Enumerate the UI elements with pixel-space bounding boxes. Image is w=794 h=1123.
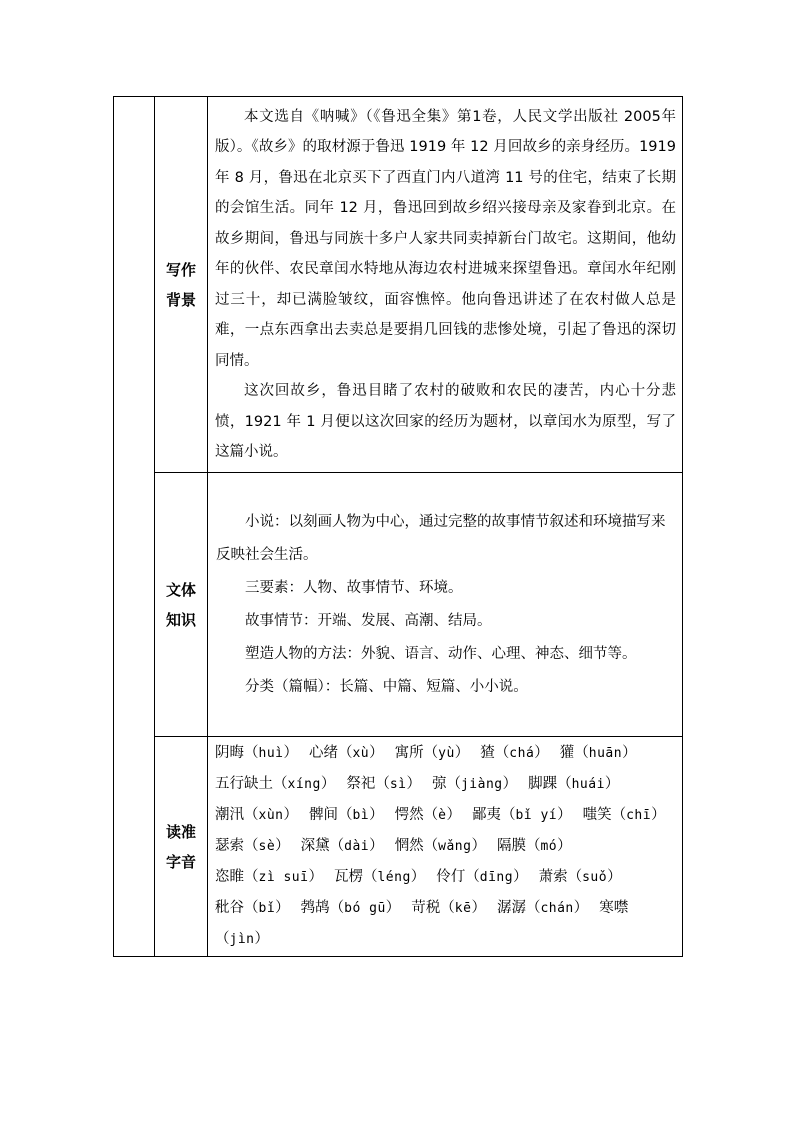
vocab-pinyin: zì suī xyxy=(258,870,309,885)
vocab-pinyin: huì xyxy=(258,746,284,761)
vocab-pinyin: sè xyxy=(258,839,276,854)
background-label-line2: 背景 xyxy=(165,290,196,309)
background-content xyxy=(208,97,683,473)
vocab-pinyin: sì xyxy=(389,777,407,792)
vocab-entry: 脚踝（huái） xyxy=(528,776,620,792)
vocab-entry: 潺潺（chán） xyxy=(496,900,589,916)
genre-item: 分类（篇幅）：长篇、中篇、短篇、小小说。 xyxy=(245,678,528,695)
vocab-word: 瑟索 xyxy=(215,838,244,854)
vocab-word: 愕然 xyxy=(394,807,424,823)
vocab-entry: 祭祀（sì） xyxy=(346,776,421,792)
vocab-pinyin: bǐ yí xyxy=(515,808,558,823)
vocab-word: 潮汛 xyxy=(215,807,244,823)
vocab-pinyin: bǐ xyxy=(258,901,276,916)
vocab-pinyin: dài xyxy=(344,839,370,854)
vocab-entry: 嗤笑（chī） xyxy=(582,807,666,823)
background-label xyxy=(155,97,208,473)
vocab-entry: 瑟索（sè） xyxy=(215,838,290,854)
vocab-pinyin: jìn xyxy=(229,932,255,947)
vocab-entry: 深黛（dài） xyxy=(300,838,384,854)
pronunciation-row xyxy=(114,737,683,957)
vocab-word: 獾 xyxy=(559,745,575,761)
vocab-entry: 瓦楞（léng） xyxy=(333,869,426,885)
vocab-entry: 隔膜（mó） xyxy=(496,838,572,854)
vocab-pinyin: chī xyxy=(626,808,652,823)
study-notes-table xyxy=(113,96,683,957)
pronunciation-content xyxy=(208,737,683,957)
vocab-entry: 鹁鸪（bó gū） xyxy=(300,900,401,916)
vocab-pinyin: huái xyxy=(571,777,605,792)
vocab-pinyin: léng xyxy=(377,870,411,885)
vocab-word: 萧索 xyxy=(538,869,568,885)
pronunciation-label xyxy=(155,737,208,957)
vocab-word: 隔膜 xyxy=(496,838,526,854)
vocab-pinyin: bó gū xyxy=(344,901,386,916)
left-margin-cell xyxy=(114,97,155,957)
genre-row xyxy=(114,473,683,737)
vocab-entry: 苛税（kē） xyxy=(411,900,486,916)
vocab-word: 鄙夷 xyxy=(471,807,501,823)
vocab-pinyin: chá xyxy=(509,746,535,761)
vocab-pinyin: è xyxy=(438,808,447,823)
vocab-pinyin: xùn xyxy=(258,808,284,823)
vocab-word: 猹 xyxy=(480,745,495,761)
pronunciation-line xyxy=(215,800,676,831)
vocab-pinyin: mó xyxy=(540,839,558,854)
genre-label xyxy=(155,473,208,737)
vocab-word: 伶仃 xyxy=(436,869,466,885)
vocab-pinyin: jiàng xyxy=(460,777,503,792)
vocab-entry: 阴晦（huì） xyxy=(215,745,298,761)
genre-item: 三要素：人物、故事情节、环境。 xyxy=(245,579,463,596)
vocab-entry: 五行缺土（xíng） xyxy=(215,776,336,792)
vocab-word: 阴晦 xyxy=(215,745,244,761)
vocab-word: 秕谷 xyxy=(215,900,244,916)
vocab-entry: 寒噤（jìn） xyxy=(215,900,629,947)
vocab-word: 寓所 xyxy=(394,745,424,761)
vocab-pinyin: suǒ xyxy=(582,870,608,885)
vocab-pinyin: xù xyxy=(352,746,370,761)
genre-item: 小说：以刻画人物为中心，通过完整的故事情节叙述和环境描写来反映社会生活。 xyxy=(216,513,666,563)
vocab-pinyin: yù xyxy=(438,746,455,761)
vocab-entry: 恣睢（zì suī） xyxy=(215,869,323,885)
vocab-entry: 秕谷（bǐ） xyxy=(215,900,290,916)
genre-label-line1: 文体 xyxy=(165,580,196,599)
vocab-entry: 猹（chá） xyxy=(480,745,549,761)
pronunciation-line xyxy=(215,769,676,800)
vocab-word: 弶 xyxy=(431,776,447,792)
vocab-word: 祭祀 xyxy=(346,776,376,792)
background-row xyxy=(114,97,683,473)
vocab-word: 嗤笑 xyxy=(582,807,612,823)
vocab-pinyin: wǎng xyxy=(438,839,472,854)
vocab-word: 惘然 xyxy=(394,838,424,854)
vocab-word: 脚踝 xyxy=(528,776,558,792)
pronunciation-label-line1: 读准 xyxy=(165,822,196,841)
vocab-entry: 鄙夷（bǐ yí） xyxy=(471,807,572,823)
vocab-entry: 伶仃（dīng） xyxy=(436,869,528,885)
vocab-word: 心绪 xyxy=(308,745,338,761)
vocab-pinyin: kē xyxy=(454,901,472,916)
genre-item: 塑造人物的方法：外貌、语言、动作、心理、神态、细节等。 xyxy=(245,645,637,662)
vocab-entry: 潮汛（xùn） xyxy=(215,807,298,823)
vocab-word: 瓦楞 xyxy=(333,869,363,885)
pronunciation-line xyxy=(215,862,676,893)
vocab-pinyin: chán xyxy=(540,901,574,916)
vocab-word: 鹁鸪 xyxy=(300,900,330,916)
pronunciation-line xyxy=(215,831,676,862)
vocab-pinyin: bì xyxy=(352,808,370,823)
vocab-entry: 萧索（suǒ） xyxy=(538,869,622,885)
genre-content xyxy=(208,473,683,737)
pronunciation-line xyxy=(215,893,676,955)
vocab-entry: 髀间（bì） xyxy=(308,807,384,823)
vocab-word: 恣睢 xyxy=(215,869,244,885)
vocab-pinyin: dīng xyxy=(479,870,514,885)
background-label-line1: 写作 xyxy=(165,260,196,279)
pronunciation-line xyxy=(215,738,676,769)
vocab-entry: 弶（jiàng） xyxy=(431,776,518,792)
genre-item: 故事情节：开端、发展、高潮、结局。 xyxy=(245,612,492,629)
background-paragraph-2: 这次回故乡，鲁迅目睹了农村的破败和农民的凄苦，内心十分悲愤，1921 年 1 月便以这次回家的经历为题材，以章闰水为原型，写了这篇小说。 xyxy=(215,383,676,460)
vocab-word: 五行缺土 xyxy=(215,776,273,792)
background-paragraph-1: 本文选自《呐喊》（《鲁迅全集》第1卷，人民文学出版社 2005年版）。《故乡》的取材源于鲁迅 1919 年 12 月回故乡的亲身经历。1919 年 8 月，鲁迅在北京买下了西直门内八道湾 11 号的住宅，结束了长期的会馆生活。同年 12 月，鲁迅回到故乡绍兴接母亲及家眷到北京。在故乡期间，鲁迅与同族十多户人家共同卖掉新台门故宅。这期间，他幼年的伙伴、农民章闰水特地从海边农村进城来探望鲁迅。章闰水年纪刚过三十，却已满脸皱纹，面容憔悴。他向鲁迅讲述了在农村做人总是难，一点东西拿出去卖总是要捐几回钱的悲惨处境，引起了鲁迅的深切同情。 xyxy=(215,108,676,369)
vocab-entry: 惘然（wǎng） xyxy=(394,838,486,854)
vocab-pinyin: xíng xyxy=(287,777,321,792)
pronunciation-label-line2: 字音 xyxy=(165,852,196,871)
genre-label-line2: 知识 xyxy=(165,610,196,629)
vocab-entry: 獾（huān） xyxy=(559,745,637,761)
vocab-word: 深黛 xyxy=(300,838,330,854)
vocab-entry: 心绪（xù） xyxy=(308,745,384,761)
vocab-pinyin: huān xyxy=(588,746,623,761)
vocab-entry: 愕然（è） xyxy=(394,807,461,823)
vocab-entry: 寓所（yù） xyxy=(394,745,470,761)
vocab-word: 髀间 xyxy=(308,807,338,823)
vocab-word: 苛税 xyxy=(411,900,441,916)
vocab-word: 寒噤 xyxy=(599,900,629,916)
vocab-word: 潺潺 xyxy=(496,900,526,916)
